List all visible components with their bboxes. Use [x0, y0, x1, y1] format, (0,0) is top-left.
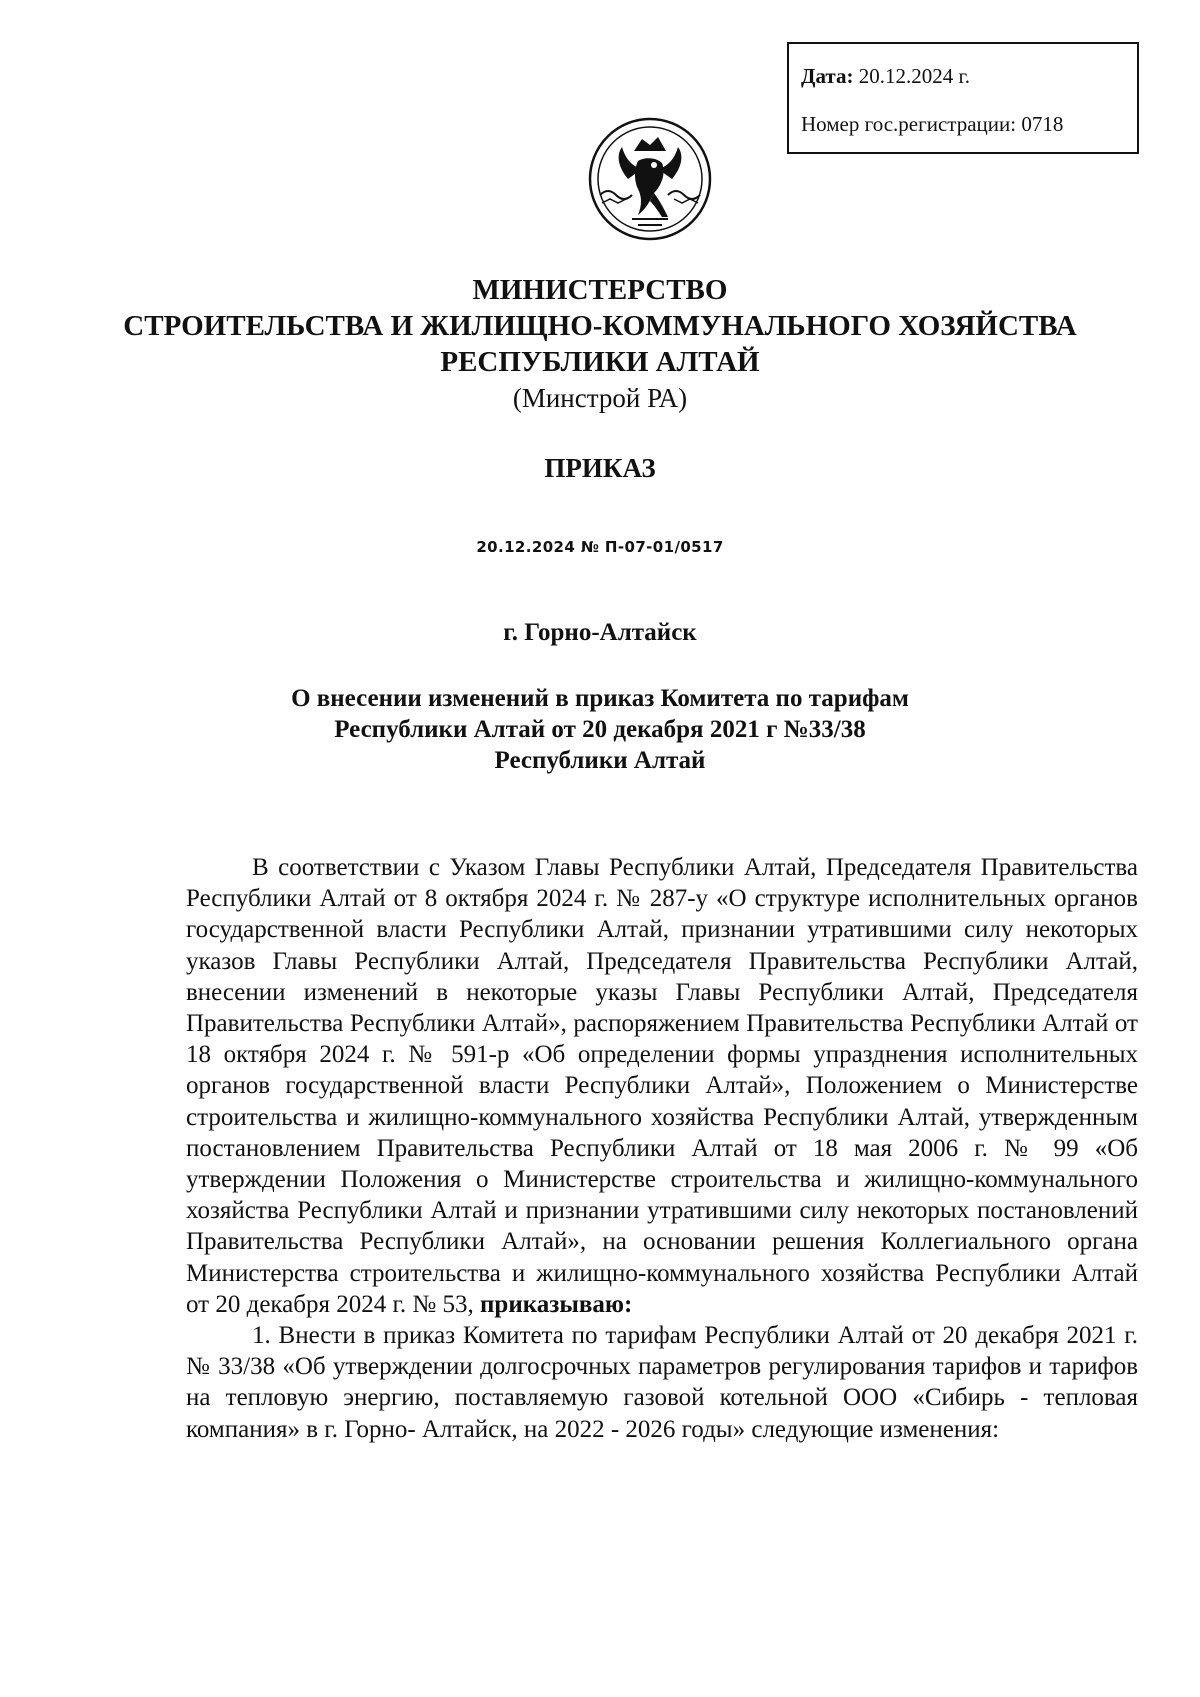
registration-number-label: Номер гос.регистрации:: [801, 112, 1017, 136]
registration-number-value: 0718: [1021, 112, 1064, 136]
body-paragraph-2: 1. Внести в приказ Комитета по тарифам Республики Алтай от 20 декабря 2021 г. № 33/38 «Об утверждении долгосрочных параметров регулирования тарифов и тарифов на тепловую энергию, поставляемую газовой котельной ООО «Сибирь - тепловая компания» в г. Горно- Алтайск, на 2022 - 2026 годы» следующие изменения:: [186, 1322, 1138, 1443]
body-paragraph-1-text: В соответствии с Указом Главы Республики Алтай, Председателя Правительства Республики Алтай от 8 октября 2024 г. № 287-у «О структуре исполнительных органов государственной власти Республики Алтай, признании утратившими силу некоторых указов Главы Республики Алтай, Председателя Правительства Республики Алтай, внесении изменений в некоторые указы Главы Республики Алтай, Председателя Правительства Республики Алтай», распоряжением Правительства Республики Алтай от 18 октября 2024 г. № 591-р «Об определении формы упразднения исполнительных органов государственной власти Республики Алтай», Положением о Министерстве строительства и жилищно-коммунального хозяйства Республики Алтай, утвержденным постановлением Правительства Республики Алтай от 18 мая 2006 г. № 99 «Об утверждении Положения о Министерстве строительства и жилищно-коммунального хозяйства Республики Алтай и признании утратившими силу некоторых постановлений Правительства Республики Алтай», на основании решения Коллегиального органа Министерства строительства и жилищно-коммунального хозяйства Республики Алтай от 20 декабря 2024 г. № 53,: [186, 854, 1138, 1318]
order-number: 20.12.2024 № П-07-01/0517: [476, 538, 724, 556]
order-body: [186, 852, 1138, 1445]
order-subject-line2: Республики Алтай от 20 декабря 2021 г №33/38: [334, 716, 866, 743]
body-paragraph-1: [186, 852, 1138, 1320]
registration-date: [801, 66, 1137, 88]
ministry-name-line1: МИНИСТЕРСТВО: [472, 274, 728, 306]
header-block: [100, 272, 1100, 486]
registration-date-value: 20.12.2024 г.: [858, 64, 970, 88]
city: г. Горно-Алтайск: [503, 619, 697, 646]
ministry-name-line3: РЕСПУБЛИКИ АЛТАЙ: [440, 346, 760, 378]
order-subject-line1: О внесении изменений в приказ Комитета по тарифам: [291, 685, 909, 712]
registration-date-label: Дата:: [801, 64, 854, 88]
order-subject: [100, 683, 1100, 776]
ministry-name-line2: СТРОИТЕЛЬСТВА И ЖИЛИЩНО-КОММУНАЛЬНОГО ХОЗЯЙСТВА: [123, 310, 1077, 342]
registration-number: [801, 114, 1137, 136]
document-type: ПРИКАЗ: [544, 453, 656, 483]
registration-stamp: [787, 42, 1139, 154]
ministry-short-name: (Минстрой РА): [512, 383, 688, 413]
coat-of-arms-altai-icon: [588, 117, 712, 241]
body-paragraph-1-directive: приказываю:: [480, 1290, 633, 1318]
order-subject-line3: Республики Алтай: [494, 747, 706, 774]
